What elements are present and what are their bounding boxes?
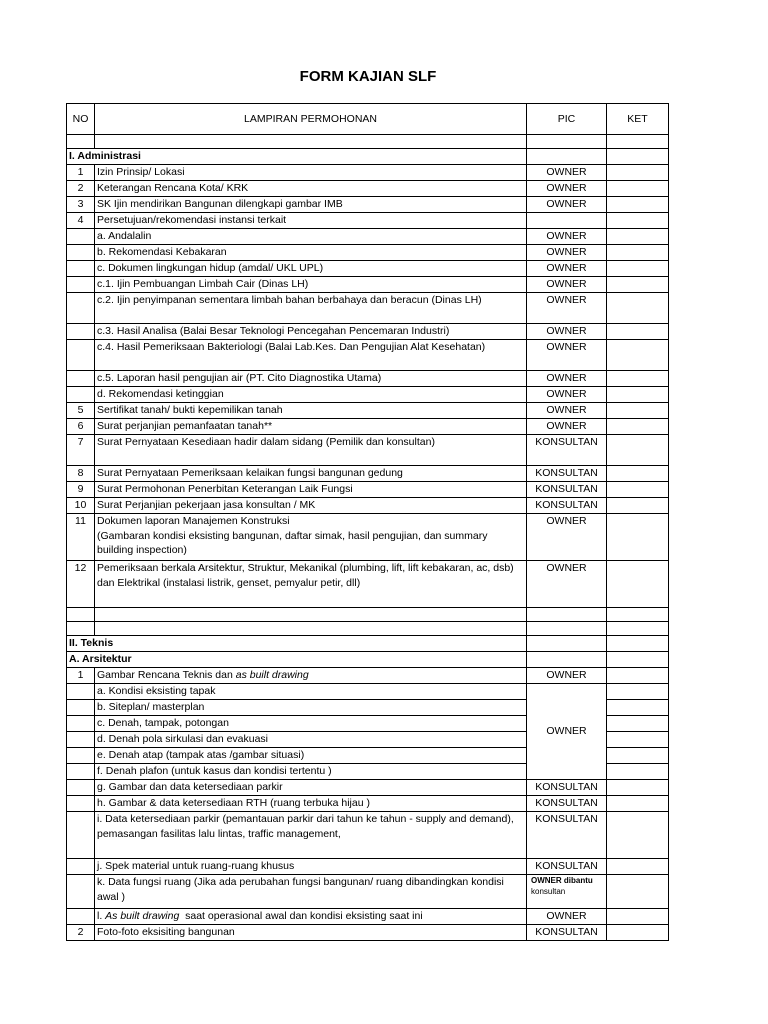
- row-pic: [527, 213, 607, 229]
- row-item: Surat perjanjian pemanfaatan tanah**: [95, 419, 527, 435]
- row-item: Persetujuan/rekomendasi instansi terkait: [95, 213, 527, 229]
- row-item: SK Ijin mendirikan Bangunan dilengkapi gambar IMB: [95, 197, 527, 213]
- row-item: e. Denah atap (tampak atas /gambar situasi): [95, 748, 527, 764]
- row-pic: OWNER: [527, 197, 607, 213]
- row-item: b. Siteplan/ masterplan: [95, 700, 527, 716]
- table-row: [67, 780, 669, 796]
- table-row: [67, 419, 669, 435]
- table-row: [67, 684, 669, 700]
- row-item: Surat Permohonan Penerbitan Keterangan Laik Fungsi: [95, 482, 527, 498]
- row-item: d. Rekomendasi ketinggian: [95, 387, 527, 403]
- row-no: 6: [67, 419, 95, 435]
- row-item: Gambar Rencana Teknis dan as built drawing: [95, 668, 527, 684]
- row-item-title: Dokumen laporan Manajemen Konstruksi: [97, 515, 290, 527]
- row-item: i. Data ketersediaan parkir (pemantauan parkir dari tahun ke tahun - supply and demand), pemasangan fasilitas lalu lintas, traffic management,: [95, 812, 527, 859]
- row-item: Surat Perjanjian pekerjaan jasa konsultan / MK: [95, 498, 527, 514]
- row-pic: OWNER: [527, 387, 607, 403]
- row-item: c.5. Laporan hasil pengujian air (PT. Cito Diagnostika Utama): [95, 371, 527, 387]
- header-pic: PIC: [527, 104, 607, 135]
- row-no: 7: [67, 435, 95, 466]
- section-row: [67, 652, 669, 668]
- table-row: [67, 165, 669, 181]
- row-no: 10: [67, 498, 95, 514]
- table-row: [67, 435, 669, 466]
- row-pic: OWNER: [527, 340, 607, 371]
- row-item: b. Rekomendasi Kebakaran: [95, 245, 527, 261]
- row-item: c.3. Hasil Analisa (Balai Besar Teknologi Pencegahan Pencemaran Industri): [95, 324, 527, 340]
- table-row: [67, 796, 669, 812]
- row-item: f. Denah plafon (untuk kasus dan kondisi tertentu ): [95, 764, 527, 780]
- section-row: [67, 149, 669, 165]
- table-header-row: [67, 104, 669, 135]
- row-pic: OWNER: [527, 561, 607, 608]
- section-teknis: II. Teknis: [67, 636, 527, 652]
- row-pic: OWNER: [527, 293, 607, 324]
- row-item: d. Denah pola sirkulasi dan evakuasi: [95, 732, 527, 748]
- table-row: [67, 909, 669, 925]
- row-pic: OWNER: [527, 324, 607, 340]
- row-item: Surat Pernyataan Pemeriksaan kelaikan fungsi bangunan gedung: [95, 466, 527, 482]
- row-item: Surat Pernyataan Kesediaan hadir dalam sidang (Pemilik dan konsultan): [95, 435, 527, 466]
- row-pic: OWNER: [527, 403, 607, 419]
- row-item: h. Gambar & data ketersediaan RTH (ruang terbuka hijau ): [95, 796, 527, 812]
- section-administrasi: I. Administrasi: [67, 149, 527, 165]
- header-no: NO: [67, 104, 95, 135]
- row-item: Pemeriksaan berkala Arsitektur, Struktur, Mekanikal (plumbing, lift, lift kebakaran, ac, dsb) dan Elektrikal (instalasi listrik, genset, pemyalur petir, dll): [95, 561, 527, 608]
- table-row: [67, 622, 669, 636]
- row-item-detail: (Gambaran kondisi eksisting bangunan, daftar simak, hasil pengujian, dan summary building inspection): [97, 529, 488, 556]
- row-pic: OWNER: [527, 181, 607, 197]
- row-item: c.2. Ijin penyimpanan sementara limbah bahan berbahaya dan beracun (Dinas LH): [95, 293, 527, 324]
- row-pic: KONSULTAN: [527, 498, 607, 514]
- table-row: [67, 482, 669, 498]
- table-row: [67, 561, 669, 608]
- row-no: 8: [67, 466, 95, 482]
- row-item: a. Andalalin: [95, 229, 527, 245]
- row-item: a. Kondisi eksisting tapak: [95, 684, 527, 700]
- row-item: c.4. Hasil Pemeriksaan Bakteriologi (Balai Lab.Kes. Dan Pengujian Alat Kesehatan): [95, 340, 527, 371]
- row-pic: KONSULTAN: [527, 812, 607, 859]
- table-row: [67, 875, 669, 909]
- row-item: [95, 514, 527, 561]
- table-row: [67, 261, 669, 277]
- row-pic-line2: konsultan: [531, 887, 566, 896]
- row-pic: OWNER: [527, 909, 607, 925]
- row-ket: [607, 197, 669, 213]
- row-pic: OWNER: [527, 668, 607, 684]
- row-no: 11: [67, 514, 95, 561]
- table-row: [67, 403, 669, 419]
- row-no: 9: [67, 482, 95, 498]
- table-row: [67, 324, 669, 340]
- table-row: [67, 466, 669, 482]
- table-row: [67, 514, 669, 561]
- table-row: [67, 925, 669, 941]
- row-pic: OWNER: [527, 229, 607, 245]
- row-ket: [607, 165, 669, 181]
- table-row: [67, 387, 669, 403]
- row-pic: OWNER: [527, 261, 607, 277]
- row-item: g. Gambar dan data ketersediaan parkir: [95, 780, 527, 796]
- table-row: [67, 608, 669, 622]
- row-pic: KONSULTAN: [527, 482, 607, 498]
- table-row: [67, 229, 669, 245]
- row-no: 2: [67, 181, 95, 197]
- table-row: [67, 812, 669, 859]
- table-row: [67, 277, 669, 293]
- row-pic: KONSULTAN: [527, 435, 607, 466]
- header-lampiran: LAMPIRAN PERMOHONAN: [95, 104, 527, 135]
- row-ket: [607, 181, 669, 197]
- row-pic-group: OWNER: [527, 684, 607, 780]
- row-item: Keterangan Rencana Kota/ KRK: [95, 181, 527, 197]
- row-no: 1: [67, 668, 95, 684]
- row-item: c.1. Ijin Pembuangan Limbah Cair (Dinas LH): [95, 277, 527, 293]
- row-no: 3: [67, 197, 95, 213]
- row-ket: [607, 213, 669, 229]
- row-pic: OWNER: [527, 514, 607, 561]
- row-item: j. Spek material untuk ruang-ruang khusus: [95, 859, 527, 875]
- row-no: 1: [67, 165, 95, 181]
- table-row: [67, 371, 669, 387]
- row-pic: KONSULTAN: [527, 859, 607, 875]
- row-pic-line1: OWNER dibantu: [531, 876, 593, 885]
- header-ket: KET: [607, 104, 669, 135]
- section-arsitektur: A. Arsitektur: [67, 652, 527, 668]
- row-pic: OWNER: [527, 245, 607, 261]
- row-item: l. As built drawing saat operasional awal dan kondisi eksisting saat ini: [95, 909, 527, 925]
- row-no: 4: [67, 213, 95, 229]
- table-row: [67, 498, 669, 514]
- table-row: [67, 181, 669, 197]
- table-row: [67, 340, 669, 371]
- table-row: [67, 135, 669, 149]
- row-pic: OWNER: [527, 419, 607, 435]
- row-pic: OWNER: [527, 165, 607, 181]
- section-row: [67, 636, 669, 652]
- table-row: [67, 245, 669, 261]
- row-no: 12: [67, 561, 95, 608]
- row-item: c. Denah, tampak, potongan: [95, 716, 527, 732]
- row-item: Izin Prinsip/ Lokasi: [95, 165, 527, 181]
- row-pic: KONSULTAN: [527, 796, 607, 812]
- form-title: FORM KAJIAN SLF: [299, 68, 437, 85]
- row-item: c. Dokumen lingkungan hidup (amdal/ UKL UPL): [95, 261, 527, 277]
- row-pic: OWNER: [527, 277, 607, 293]
- row-item: k. Data fungsi ruang (Jika ada perubahan fungsi bangunan/ ruang dibandingkan kondisi awal ): [95, 875, 527, 909]
- row-item: Foto-foto eksisiting bangunan: [95, 925, 527, 941]
- row-pic: OWNER: [527, 371, 607, 387]
- row-pic: [527, 875, 607, 909]
- table-row: [67, 197, 669, 213]
- table-row: [67, 859, 669, 875]
- lampiran-table: [66, 103, 669, 941]
- row-no: 5: [67, 403, 95, 419]
- table-row: [67, 668, 669, 684]
- table-row: [67, 213, 669, 229]
- row-no: 2: [67, 925, 95, 941]
- row-pic: KONSULTAN: [527, 466, 607, 482]
- row-pic: KONSULTAN: [527, 925, 607, 941]
- table-row: [67, 293, 669, 324]
- row-pic: KONSULTAN: [527, 780, 607, 796]
- row-item: Sertifikat tanah/ bukti kepemilikan tanah: [95, 403, 527, 419]
